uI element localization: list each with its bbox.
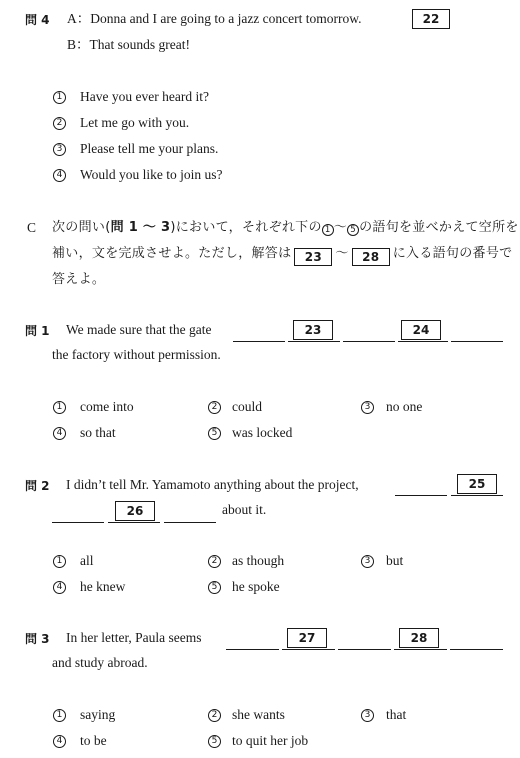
question-4-label: 問 4 <box>25 13 50 27</box>
q1-option-4: so that <box>80 425 116 440</box>
q3-blank-2[interactable] <box>282 649 335 650</box>
instruction-tilde: 〜 <box>333 220 348 235</box>
answer-box-22[interactable]: 22 <box>412 9 450 29</box>
q2-blank-3[interactable] <box>52 522 104 523</box>
option-number-2: 2 <box>53 117 66 130</box>
option-number-3: 3 <box>361 555 374 568</box>
q3-blank-5[interactable] <box>450 649 503 650</box>
q4-option-2: Let me go with you. <box>80 115 190 130</box>
option-number-1: 1 <box>53 401 66 414</box>
q2-blank-5[interactable] <box>164 522 216 523</box>
q4-option-3: Please tell me your plans. <box>80 141 219 156</box>
q3-option-4: to be <box>80 733 107 748</box>
q1-blank-1[interactable] <box>233 341 285 342</box>
q2-blank-1[interactable] <box>395 495 447 496</box>
option-number-5: 5 <box>208 427 221 440</box>
q2-blank-4[interactable] <box>108 522 160 523</box>
q2-blank-2[interactable] <box>451 495 503 496</box>
dialogue-line-a <box>67 10 362 28</box>
q2-option-3: but <box>386 553 404 568</box>
q4-option-4: Would you like to join us? <box>80 167 223 182</box>
option-number-1: 1 <box>53 709 66 722</box>
q3-option-5: to quit her job <box>232 733 309 748</box>
answer-box-25[interactable]: 25 <box>457 474 497 494</box>
question-2-label: 問 2 <box>25 479 50 493</box>
option-number-4: 4 <box>53 427 66 440</box>
speaker-b: B： <box>67 37 90 52</box>
line-a-text: Donna and I are going to a jazz concert tomorrow. <box>90 11 362 26</box>
instruction-text: 次の問い( <box>52 220 111 235</box>
instruction-box-28: 28 <box>352 248 390 266</box>
answer-box-27[interactable]: 27 <box>287 628 327 648</box>
instruction-circle-1: 1 <box>322 224 334 236</box>
q2-option-4: he knew <box>80 579 126 594</box>
option-number-2: 2 <box>208 555 221 568</box>
q2-option-2: as though <box>232 553 285 568</box>
q1-blank-3[interactable] <box>343 341 395 342</box>
q3-option-1: saying <box>80 707 116 722</box>
q1-blank-5[interactable] <box>451 341 503 342</box>
answer-box-23[interactable]: 23 <box>293 320 333 340</box>
option-number-5: 5 <box>208 735 221 748</box>
q3-blank-4[interactable] <box>394 649 447 650</box>
q3-blank-1[interactable] <box>226 649 279 650</box>
q1-option-2: could <box>232 399 262 414</box>
q2-sentence-end: about it. <box>222 502 267 517</box>
option-number-4: 4 <box>53 169 66 182</box>
q1-option-5: was locked <box>232 425 293 440</box>
instruction-text: 補い，文を完成させよ。ただし，解答は <box>52 246 292 261</box>
answer-box-24[interactable]: 24 <box>401 320 441 340</box>
question-1-label: 問 1 <box>25 324 50 338</box>
q1-sentence-start: We made sure that the gate <box>66 322 212 337</box>
q2-option-5: he spoke <box>232 579 280 594</box>
option-number-2: 2 <box>208 709 221 722</box>
option-number-2: 2 <box>208 401 221 414</box>
q1-option-1: come into <box>80 399 134 414</box>
option-number-4: 4 <box>53 735 66 748</box>
instruction-circle-5: 5 <box>347 224 359 236</box>
answer-box-28[interactable]: 28 <box>399 628 439 648</box>
instruction-line-1 <box>52 219 519 237</box>
q3-option-2: she wants <box>232 707 285 722</box>
q3-option-3: that <box>386 707 407 722</box>
q3-sentence-end: and study abroad. <box>52 655 148 670</box>
q1-blank-4[interactable] <box>398 341 448 342</box>
instruction-box-23: 23 <box>294 248 332 266</box>
question-3-label: 問 3 <box>25 632 50 646</box>
option-number-1: 1 <box>53 555 66 568</box>
q1-sentence-end: the factory without permission. <box>52 347 221 362</box>
option-number-3: 3 <box>361 401 374 414</box>
q2-sentence-start: I didn’t tell Mr. Yamamoto anything about the project, <box>66 477 359 492</box>
instruction-line-3: 答えよ。 <box>52 272 106 287</box>
instruction-text: )において，それぞれ下の <box>170 220 322 235</box>
q2-option-1: all <box>80 553 94 568</box>
option-number-3: 3 <box>361 709 374 722</box>
q1-blank-2[interactable] <box>288 341 340 342</box>
option-number-4: 4 <box>53 581 66 594</box>
line-b-text: That sounds great! <box>89 37 190 52</box>
q3-sentence-start: In her letter, Paula seems <box>66 630 202 645</box>
instruction-tilde: 〜 <box>335 246 349 261</box>
speaker-a: A： <box>67 11 91 26</box>
option-number-1: 1 <box>53 91 66 104</box>
q3-blank-3[interactable] <box>338 649 391 650</box>
option-number-3: 3 <box>53 143 66 156</box>
instruction-line-2 <box>52 245 512 266</box>
dialogue-line-b <box>67 36 190 54</box>
instruction-text: に入る語句の番号で <box>392 246 513 261</box>
instruction-text: の語句を並べかえて空所を <box>359 220 519 235</box>
q1-option-3: no one <box>386 399 423 414</box>
instruction-question-range: 問 1 〜 3 <box>110 220 171 235</box>
option-number-5: 5 <box>208 581 221 594</box>
q4-option-1: Have you ever heard it? <box>80 89 209 104</box>
section-c-letter: C <box>27 220 37 235</box>
answer-box-26[interactable]: 26 <box>115 501 155 521</box>
